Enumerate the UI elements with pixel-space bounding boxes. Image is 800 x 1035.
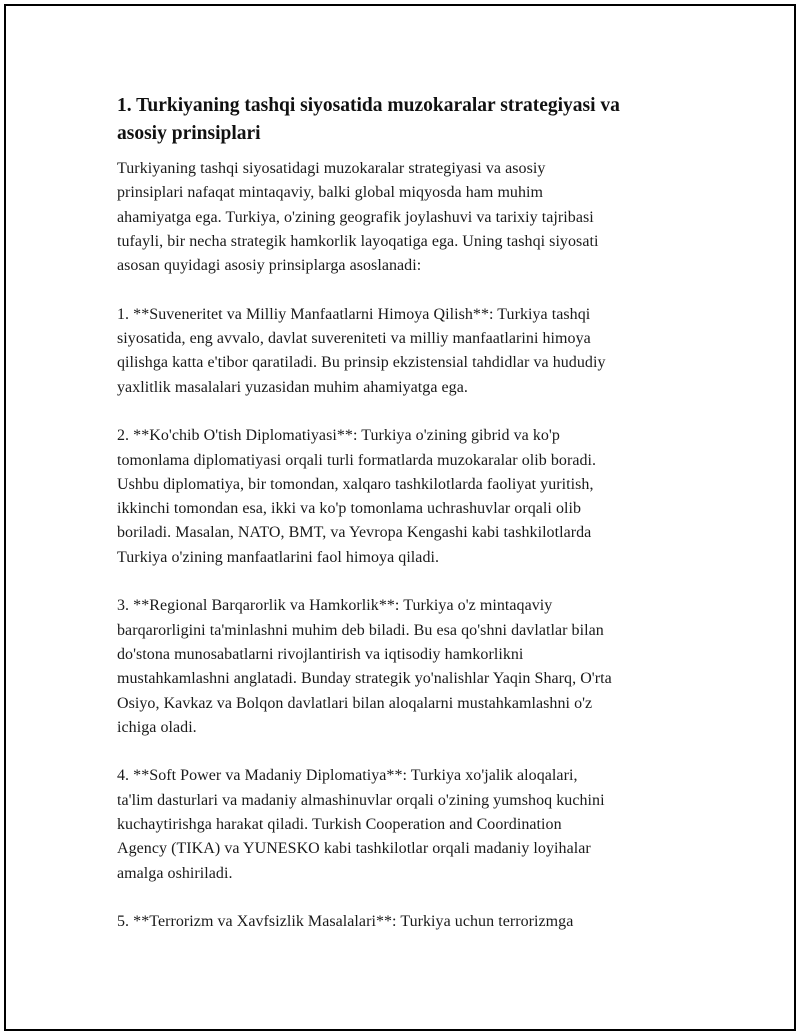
paragraph-line: mustahkamlashni anglatadi. Bunday strategik yo'nalishlar Yaqin Sharq, O'rta — [117, 670, 612, 688]
paragraph-line: ichiga oladi. — [117, 718, 197, 736]
paragraph-line: 4. **Soft Power va Madaniy Diplomatiya**: Turkiya xo'jalik aloqalari, — [117, 767, 578, 785]
paragraph-line: tufayli, bir necha strategik hamkorlik layoqatiga ega. Uning tashqi siyosati — [117, 232, 599, 250]
principle-paragraph-3 — [117, 594, 707, 740]
paragraph-line: do'stona munosabatlarni rivojlantirish va iqtisodiy hamkorlikni — [117, 645, 524, 663]
paragraph-line: Turkiyaning tashqi siyosatidagi muzokaralar strategiyasi va asosiy — [117, 160, 546, 177]
paragraph-line: Ushbu diplomatiya, bir tomondan, xalqaro tashkilotlarda faoliyat yuritish, — [117, 475, 594, 493]
principle-paragraph-5 — [117, 910, 707, 934]
paragraph-line: ikkinchi tomondan esa, ikki va ko'p tomonlama uchrashuvlar orqali olib — [117, 500, 582, 518]
paragraph-line: amalga oshiriladi. — [117, 864, 233, 882]
paragraph-line: yaxlitlik masalalari yuzasidan muhim ahamiyatga ega. — [117, 378, 468, 396]
paragraph-line: barqarorligini ta'minlashni muhim deb biladi. Bu esa qo'shni davlatlar bilan — [117, 621, 604, 639]
paragraph-line: Turkiya o'zining manfaatlarini faol himoya qiladi. — [117, 548, 440, 566]
paragraph-line: asosan quyidagi asosiy prinsiplarga asoslanadi: — [117, 257, 422, 275]
heading-line: 1. Turkiyaning tashqi siyosatida muzokaralar strategiyasi va — [117, 95, 620, 116]
paragraph-line: 2. **Ko'chib O'tish Diplomatiyasi**: Turkiya o'zining gibrid va ko'p — [117, 427, 560, 445]
section-heading — [117, 92, 707, 148]
principle-paragraph-2 — [117, 424, 707, 570]
paragraph-line: Agency (TIKA) va YUNESKO kabi tashkilotlar orqali madaniy loyihalar — [117, 840, 591, 858]
paragraph-line: kuchaytirishga harakat qiladi. Turkish Cooperation and Coordination — [117, 816, 562, 834]
paragraph-line: prinsiplari nafaqat mintaqaviy, balki global miqyosda ham muhim — [117, 184, 544, 202]
paragraph-line: tomonlama diplomatiyasi orqali turli formatlarda muzokaralar olib boradi. — [117, 451, 597, 469]
paragraph-line: boriladi. Masalan, NATO, BMT, va Yevropa Kengashi kabi tashkilotlarda — [117, 524, 592, 542]
heading-line: asosiy prinsiplari — [117, 123, 261, 144]
paragraph-line: 5. **Terrorizm va Xavfsizlik Masalalari**: Turkiya uchun terrorizmga — [117, 913, 574, 931]
intro-paragraph — [117, 157, 707, 278]
paragraph-line: 1. **Suveneritet va Milliy Manfaatlarni Himoya Qilish**: Turkiya tashqi — [117, 305, 591, 323]
principle-paragraph-1 — [117, 303, 707, 400]
principle-paragraph-4 — [117, 764, 707, 885]
document-body — [117, 92, 707, 959]
paragraph-line: ahamiyatga ega. Turkiya, o'zining geografik joylashuvi va tarixiy tajribasi — [117, 208, 594, 226]
paragraph-line: 3. **Regional Barqarorlik va Hamkorlik**: Turkiya o'z mintaqaviy — [117, 597, 553, 615]
paragraph-line: siyosatida, eng avvalo, davlat suvereniteti va milliy manfaatlarini himoya — [117, 330, 591, 348]
paragraph-line: ta'lim dasturlari va madaniy almashinuvlar orqali o'zining yumshoq kuchini — [117, 791, 605, 809]
paragraph-line: Osiyo, Kavkaz va Bolqon davlatlari bilan aloqalarni mustahkamlashni o'z — [117, 694, 593, 712]
paragraph-line: qilishga katta e'tibor qaratiladi. Bu prinsip ekzistensial tahdidlar va hududiy — [117, 354, 606, 372]
